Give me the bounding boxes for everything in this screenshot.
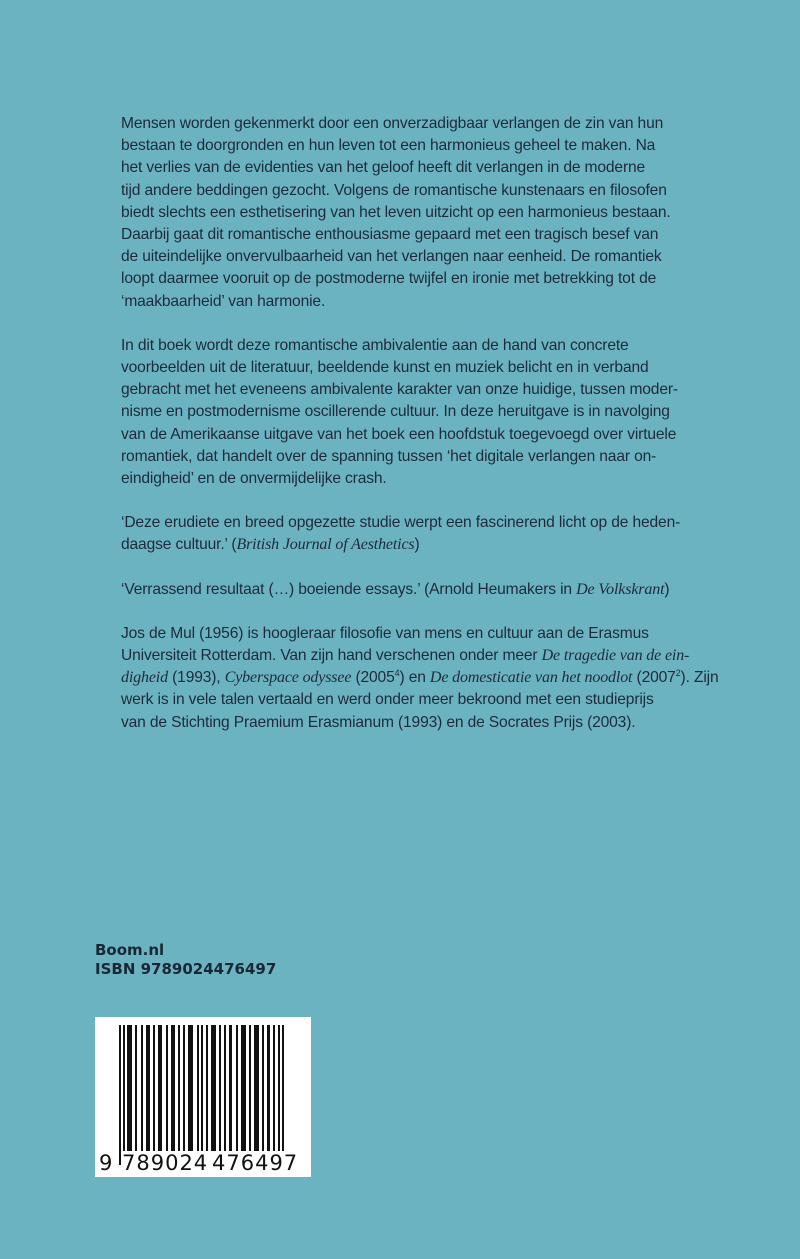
quote-end: ): [664, 580, 670, 598]
blurb-text: [121, 113, 721, 756]
barcode-right-group: 476497: [212, 1151, 299, 1175]
book-title: De domesticatie van het noodlot: [429, 669, 633, 687]
text-line: gebracht met het eveneens ambivalente karakter van onze huidige, tussen moder-: [121, 381, 678, 399]
text-line: Jos de Mul (1956) is hoogleraar filosofie van mens en cultuur aan de Erasmus: [121, 624, 649, 642]
bio-text: Universiteit Rotterdam. Van zijn hand verschenen onder meer: [121, 647, 542, 665]
text-line: eindigheid’ en de onvermijdelijke crash.: [121, 470, 387, 488]
book-title: De tragedie van de ein-: [541, 647, 690, 665]
edition-superscript: 4: [394, 668, 400, 679]
text-line: ‘maakbaarheid’ van harmonie.: [121, 292, 326, 310]
text-line: tijd andere beddingen gezocht. Volgens de romantische kunstenaars en filosofen: [121, 181, 667, 199]
quote-source: De Volkskrant: [576, 580, 665, 598]
bio-text: ) en: [399, 669, 430, 687]
barcode-left-group: 789024: [122, 1151, 209, 1175]
review-quote-british-journal: [121, 512, 721, 556]
bio-text: (2005: [351, 669, 395, 687]
isbn-label: ISBN 9789024476497: [95, 960, 277, 978]
text-line: loopt daarmee vooruit op de postmoderne twijfel en ironie met betrekking tot de: [121, 270, 657, 288]
quote-end: ): [414, 536, 420, 554]
publisher-info: [95, 941, 276, 979]
book-title: Cyberspace odyssee: [224, 669, 352, 687]
text-line: werk is in vele talen vertaald en werd onder meer bekroond met een studieprijs: [121, 691, 654, 709]
text-line: Daarbij gaat dit romantische enthousiasme gepaard met een tragisch besef van: [121, 226, 659, 244]
author-bio: [121, 623, 721, 734]
text-line: bestaan te doorgronden en hun leven tot een harmonieus geheel te maken. Na: [121, 137, 656, 155]
bio-text: (2007: [632, 669, 676, 687]
edition-superscript: 2: [675, 668, 681, 679]
text-line: biedt slechts een esthetisering van het leven uitzicht op een harmonieus bestaan.: [121, 203, 671, 221]
text-line: de uiteindelijke onvervulbaarheid van het verlangen naar eenheid. De romantiek: [121, 248, 662, 266]
text-line: [121, 579, 721, 601]
quote-text: daagse cultuur.’ (: [121, 536, 237, 554]
blurb-paragraph-2: [121, 335, 721, 490]
text-line: romantiek, dat handelt over de spanning tussen ‘het digitale verlangen naar on-: [121, 447, 657, 465]
text-line: van de Amerikaanse uitgave van het boek een hoofdstuk toegevoegd over virtuele: [121, 425, 677, 443]
quote-source: British Journal of Aesthetics: [236, 536, 415, 554]
bio-text: (1993),: [167, 669, 225, 687]
text-line: Mensen worden gekenmerkt door een onverzadigbaar verlangen de zin van hun: [121, 115, 664, 132]
text-line: In dit boek wordt deze romantische ambivalentie aan de hand van concrete: [121, 336, 629, 354]
text-line: nisme en postmodernisme oscillerende cultuur. In deze heruitgave is in navolging: [121, 403, 670, 421]
bio-text: ). Zijn: [680, 669, 719, 687]
quote-text: ‘Verrassend resultaat (…) boeiende essays.’ (Arnold Heumakers in: [121, 580, 577, 598]
text-line: het verlies van de evidenties van het geloof heeft dit verlangen in de moderne: [121, 159, 646, 177]
review-quote-volkskrant: [121, 579, 721, 601]
text-line: van de Stichting Praemium Erasmianum (1993) en de Socrates Prijs (2003).: [121, 713, 636, 731]
text-line: ‘Deze erudiete en breed opgezette studie werpt een fascinerend licht op de heden-: [121, 514, 681, 532]
book-title: digheid: [121, 669, 168, 687]
text-line: [121, 645, 721, 667]
isbn-barcode: [95, 1017, 311, 1177]
text-line: [121, 534, 721, 556]
blurb-paragraph-1: [121, 113, 721, 313]
text-line: [121, 667, 721, 689]
barcode-first-digit: 9: [99, 1151, 114, 1175]
publisher-website: Boom.nl: [95, 941, 165, 959]
text-line: voorbeelden uit de literatuur, beeldende kunst en muziek belicht en in verband: [121, 359, 649, 377]
